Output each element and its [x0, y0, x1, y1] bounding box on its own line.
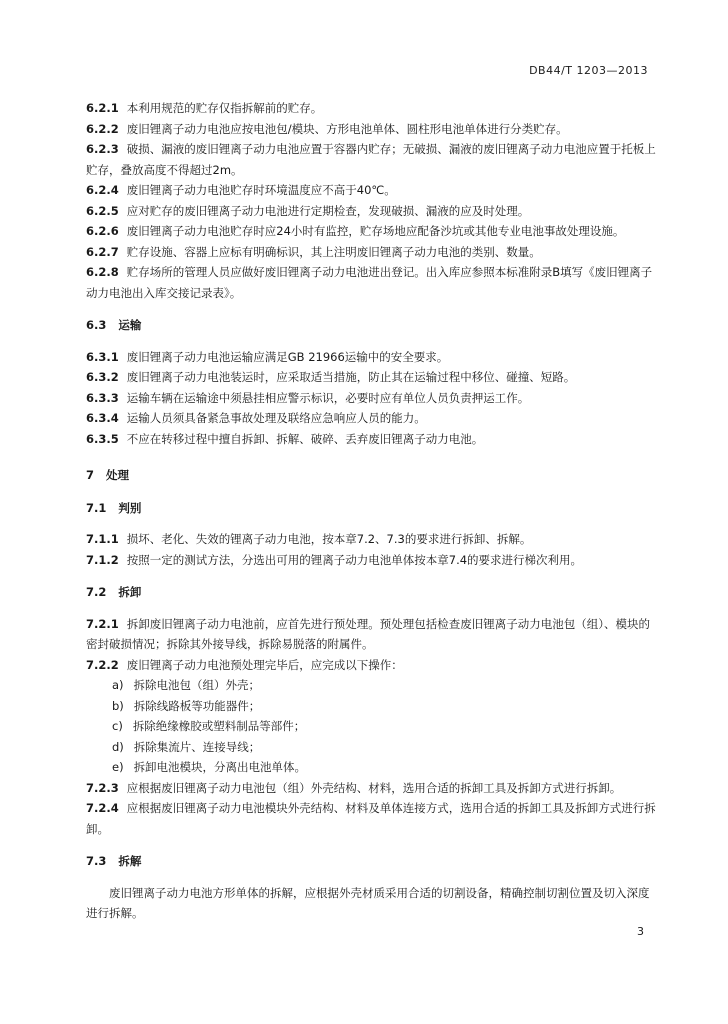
clause-7-2-4	[86, 798, 656, 839]
list-item	[112, 737, 656, 758]
paragraph-7-3: 废旧锂离子动力电池方形单体的拆解，应根据外壳材质采用合适的切割设备，精确控制切割位置及切入深度进行拆解。	[86, 885, 650, 920]
clause-7-2-2	[86, 655, 656, 676]
clause-number: 6.2.2	[86, 121, 119, 136]
heading-7	[86, 465, 656, 486]
heading-title: 拆卸	[118, 585, 142, 599]
clause-text: 废旧锂离子动力电池预处理完毕后，应完成以下操作：	[126, 657, 403, 672]
heading-number: 7	[86, 468, 95, 482]
clause-text: 应根据废旧锂离子动力电池包（组）外壳结构、材料，选用合适的拆卸工具及拆卸方式进行拆卸。	[126, 780, 622, 795]
clause-number: 6.2.3	[86, 142, 119, 156]
clause-text: 废旧锂离子动力电池装运时，应采取适当措施，防止其在运输过程中移位、碰撞、短路。	[126, 370, 576, 384]
clause-7-2-3	[86, 778, 656, 799]
clause-text: 损坏、老化、失效的锂离子动力电池，按本章7.2、7.3的要求进行拆卸、拆解。	[126, 532, 532, 546]
heading-number: 7.1	[86, 500, 107, 515]
heading-6-3	[86, 315, 656, 336]
clause-number: 7.1.2	[86, 552, 119, 567]
clause	[86, 201, 656, 222]
clause-text: 应根据废旧锂离子动力电池模块外壳结构、材料及单体连接方式，选用合适的拆卸工具及拆卸方式进行拆卸。	[86, 801, 656, 836]
clause-number: 7.2.4	[86, 801, 119, 815]
section-6-3	[86, 347, 656, 450]
clause-number: 6.2.5	[86, 203, 119, 218]
clause-7-2-1	[86, 614, 656, 655]
clause	[86, 262, 656, 303]
clause-number: 6.3.2	[86, 370, 119, 384]
list-text: 拆除电池包（组）外壳；	[133, 678, 261, 692]
clause-number: 6.2.4	[86, 183, 119, 197]
heading-title: 判别	[118, 500, 142, 515]
clause	[86, 180, 656, 201]
clause-number: 6.2.1	[86, 101, 119, 115]
heading-7-1	[86, 498, 656, 519]
clause-number: 6.2.7	[86, 244, 119, 259]
clause-text: 按照一定的测试方法，分选出可用的锂离子动力电池单体按本章7.4的要求进行梯次利用。	[126, 552, 583, 567]
heading-7-3	[86, 851, 656, 872]
section-7-1	[86, 529, 656, 570]
clause	[86, 347, 656, 368]
clause	[86, 139, 656, 180]
clause-text: 应对贮存的废旧锂离子动力电池进行定期检查，发现破损、漏液的应及时处理。	[126, 203, 530, 218]
clause-number: 6.3.3	[86, 390, 119, 405]
section-6-2	[86, 98, 656, 303]
clause-number: 7.2.3	[86, 780, 119, 795]
clause	[86, 367, 656, 388]
clause-text: 贮存设施、容器上应标有明确标识，其上注明废旧锂离子动力电池的类别、数量。	[126, 244, 541, 259]
clause-text: 运输车辆在运输途中须悬挂相应警示标识，必要时应有单位人员负责押运工作。	[126, 390, 530, 405]
list-label: e)	[112, 760, 124, 774]
page-body	[86, 98, 656, 924]
clause-number: 7.2.2	[86, 657, 119, 672]
clause-text: 不应在转移过程中擅自拆卸、拆解、破碎、丢弃废旧锂离子动力电池。	[126, 431, 484, 446]
clause-text: 本利用规范的贮存仅指拆解前的贮存。	[126, 101, 323, 115]
heading-title: 处理	[106, 468, 130, 482]
clause-text: 运输人员须具备紧急事故处理及联络应急响应人员的能力。	[126, 411, 426, 425]
clause	[86, 221, 656, 242]
list-item	[112, 757, 656, 778]
clause-text: 废旧锂离子动力电池运输应满足GB 21966运输中的安全要求。	[126, 349, 449, 364]
clause	[86, 550, 656, 571]
heading-7-2	[86, 582, 656, 603]
clause-number: 6.3.1	[86, 349, 119, 364]
heading-number: 7.2	[86, 585, 107, 599]
clause-number: 6.2.6	[86, 224, 119, 238]
heading-number: 7.3	[86, 854, 107, 868]
document-id: DB44/T 1203—2013	[529, 64, 648, 77]
heading-number: 6.3	[86, 318, 107, 332]
list-label: b)	[112, 698, 124, 713]
list-item	[112, 696, 656, 717]
clause	[86, 529, 656, 550]
clause-text: 破损、漏液的废旧锂离子动力电池应置于容器内贮存；无破损、漏液的废旧锂离子动力电池应置于托板上贮存，叠放高度不得超过2m。	[86, 142, 656, 177]
list-label: c)	[112, 719, 123, 733]
operations-list	[86, 675, 656, 778]
clause	[86, 242, 656, 263]
clause-text: 废旧锂离子动力电池贮存时应24小时有监控，贮存场地应配备沙坑或其他专业电池事故处理设施。	[126, 224, 625, 238]
clause-number: 7.1.1	[86, 532, 119, 546]
list-label: a)	[112, 678, 124, 692]
clause	[86, 98, 656, 119]
clause-number: 6.3.5	[86, 431, 119, 446]
clause-number: 6.2.8	[86, 265, 119, 279]
list-text: 拆除集流片、连接导线；	[133, 739, 261, 754]
list-label: d)	[112, 739, 124, 754]
list-item	[112, 716, 656, 737]
clause-number: 7.2.1	[86, 616, 119, 631]
clause	[86, 119, 656, 140]
clause-text: 贮存场所的管理人员应做好废旧锂离子动力电池进出登记。出入库应参照本标准附录B填写《废旧锂离子动力电池出入库交接记录表》。	[86, 265, 653, 300]
clause	[86, 388, 656, 409]
clause-number: 6.3.4	[86, 411, 119, 425]
page-number: 3	[637, 925, 644, 938]
heading-title: 运输	[118, 318, 142, 332]
clause	[86, 408, 656, 429]
clause	[86, 429, 656, 450]
clause-text: 废旧锂离子动力电池应按电池包/模块、方形电池单体、圆柱形电池单体进行分类贮存。	[126, 121, 568, 136]
list-text: 拆除线路板等功能器件；	[133, 698, 261, 713]
list-item	[112, 675, 656, 696]
heading-title: 拆解	[118, 854, 142, 868]
clause-text: 拆卸废旧锂离子动力电池前，应首先进行预处理。预处理包括检查废旧锂离子动力电池包（组）、模块的密封破损情况；拆除其外接导线，拆除易脱落的附属件。	[86, 616, 650, 651]
list-text: 拆卸电池模块，分离出电池单体。	[133, 760, 307, 774]
list-text: 拆除绝缘橡胶或塑料制品等部件；	[132, 719, 306, 733]
clause-text: 废旧锂离子动力电池贮存时环境温度应不高于40℃。	[126, 183, 396, 197]
